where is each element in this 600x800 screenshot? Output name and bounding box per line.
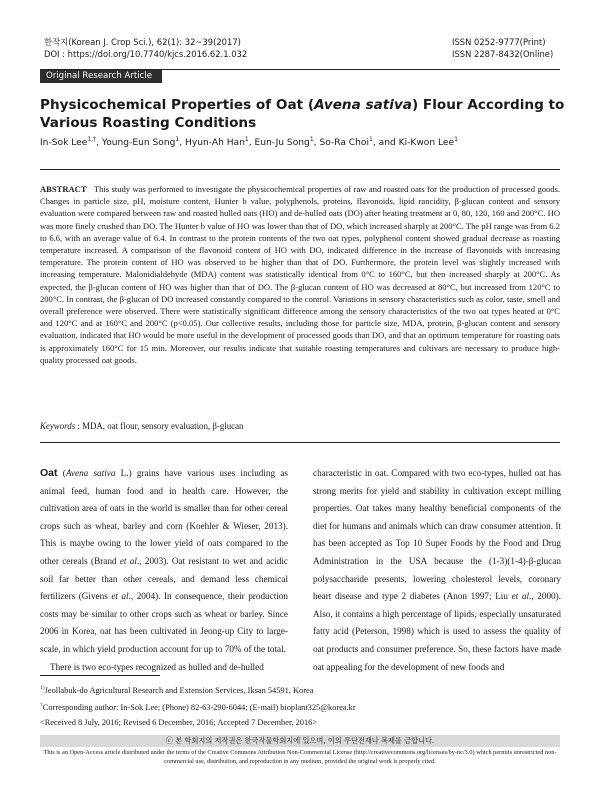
received-dates: <Received 8 July, 2016; Revised 6 December, 2016; Accepted 7 December, 2016> bbox=[40, 717, 318, 727]
et-al: et al bbox=[119, 555, 137, 566]
body-column-left bbox=[40, 465, 288, 676]
paragraph-text: ., 2004). In consequence, their production costs may be similar to other crops such as wheat or barley. Since 2006 in Korea, oat has been cultivated in Jeong-up City to large-scale, in which yield production account for up to 70% of the total. bbox=[40, 591, 288, 654]
author-separator: , bbox=[313, 138, 320, 149]
author-list bbox=[40, 136, 458, 148]
paragraph-text: ( bbox=[57, 468, 66, 478]
abstract-bottom-rule bbox=[40, 442, 560, 443]
issn-print: ISSN 0252-9777(Print) bbox=[452, 37, 546, 47]
author-affil-mark: 1 bbox=[175, 136, 180, 143]
affiliation-text: Jeollabuk-do Agricultural Research and Extension Services, Iksan 54591, Korea bbox=[44, 685, 314, 695]
paragraph-text: ., 2003). Oat resistant to wet and acidic soil far better than other cereals, and demand less chemical fertilizers (Givens bbox=[40, 555, 288, 602]
body-paragraph bbox=[40, 465, 288, 659]
title-part-2: ) Flour According to Various Roasting Conditions bbox=[40, 97, 565, 131]
affiliation-note bbox=[40, 681, 560, 698]
title-part-1: Physicochemical Properties of Oat ( bbox=[40, 97, 315, 113]
abstract bbox=[40, 183, 560, 366]
species-name: Avena sativa bbox=[65, 468, 116, 478]
author-affil-mark: 1,† bbox=[87, 136, 97, 143]
journal-header bbox=[44, 36, 247, 60]
et-al: et al bbox=[511, 591, 530, 602]
article-title bbox=[40, 96, 565, 132]
author-name: Young-Eun Song bbox=[101, 138, 176, 149]
footnotes bbox=[40, 681, 560, 730]
license-notice: This is an Open-Access article distributed under the terms of the Creative Commons Attribution Non-Commercial License (http://creativecommons.org/licenses/by-nc/3.0) which permits unrestricted non-commercial use, distribution, and reproduction in any medium, provided the original work is properly cited. bbox=[43, 749, 557, 765]
lead-word: Oat bbox=[40, 467, 58, 479]
journal-citation: 한작지(Korean J. Crop Sci.), 62(1): 32~39(2017) bbox=[44, 37, 241, 47]
body-column-right bbox=[313, 465, 561, 676]
footnote-mark: † bbox=[40, 701, 43, 708]
paragraph-text: L.) grains have various uses including as animal feed, human food and in health care. However, the cultivation area of oats in the world is smaller than for other cereal crops such as wheat, barley and corn (Koehler & Wieser, 2013). This is maybe owing to the lower yield of oats compared to the other cereals (Brand bbox=[40, 468, 288, 566]
copyright-bar: ⓒ 본 학회지의 저작권은 한국작물학회지에 있으며, 이의 무단전재나 복제를 금합니다. bbox=[40, 735, 560, 747]
footnote-rule bbox=[40, 675, 160, 676]
body-paragraph: There is two eco-types recognized as hulled and de-hulled bbox=[50, 661, 264, 672]
author-affil-mark: 1 bbox=[369, 136, 373, 143]
author-affil-mark: 1 bbox=[454, 136, 458, 143]
author-name: So-Ra Choi bbox=[319, 138, 370, 149]
author-affil-mark: 1 bbox=[309, 136, 314, 143]
issn-block bbox=[452, 36, 553, 60]
author-affil-mark: 1 bbox=[244, 136, 249, 143]
body-paragraph bbox=[313, 465, 561, 676]
author-separator: , bbox=[248, 138, 255, 149]
doi-link[interactable]: DOI : https://doi.org/10.7740/kjcs.2016.62.1.032 bbox=[44, 49, 248, 59]
keywords bbox=[40, 421, 243, 431]
title-species: Avena sativa bbox=[314, 97, 412, 113]
author-name: Hyun-Ah Han bbox=[185, 138, 245, 149]
author-separator: , and bbox=[372, 138, 399, 149]
abstract-text: This study was performed to investigate the physicochemical properties of raw and roasted oats for the production of processed goods. Changes in particle size, pH, moisture content, Hunter b value, polyphenols, proteins, flavonoids, lipid rancidity, β-glucan content and sensory evaluation were compared between raw and roasted hulled oats (HO) and de-hulled oats (DO) after heating treatment at 0, 80, 120, 160 and 200°C. HO was more finely crushed than DO. The Hunter b value of HO was lower than that of DO, which increased sharply at 200°C. The pH range was from 6.2 to 6.6, with an average value of 6.4. In contrast to the protein contents of the two oat types, polyphenol content showed gradual decrease as roasting temperature increased. A comparison of the flavonoid content of HO with DO, indicated difference in the increase of flavonoids with increasing temperature. The protein content of HO was observed to be higher than that of DO. Furthermore, the protein level was slightly increased with increasing temperature. Malonidialdehyde (MDA) content was statistically identical from 0°C to 160°C, but then increased sharply at 200°C. As expected, the β-glucan content of HO was higher than that of DO. The β-glucan content of HO was decreased at 80°C, but increased from 120°C to 200°C. In contrast, the β-glucan of DO increased constantly compared to the control. Variations in sensory characteristics such as color, taste, smell and overall preference were observed. There were statistically significant difference among the sensory characteristics of the two oat types heated at 0°C and 120°C and at 160°C and 200°C (p<0.05). Our collective results, including those for particle size, MDA, protein, β-glucan content and sensory evaluation, indicated that HO would be more useful in the development of processed goods than DO, and that an optimum temperature for roasting oats is approximately 160°C for 15 min. Moreover, our results indicate that suitable roasting temperatures and cultivars are necessary to produce high-quality processed oat goods. bbox=[40, 184, 560, 365]
abstract-label: ABSTRACT bbox=[40, 184, 87, 194]
issn-online: ISSN 2287-8432(Online) bbox=[452, 49, 554, 59]
author-separator: , bbox=[179, 138, 186, 149]
abstract-top-rule bbox=[40, 169, 560, 170]
et-al: et al bbox=[111, 591, 129, 602]
article-type-badge: Original Research Article bbox=[40, 70, 162, 83]
keywords-label: Keywords bbox=[40, 421, 76, 431]
corresponding-author-note bbox=[40, 698, 560, 715]
footnote-mark: 1) bbox=[40, 685, 45, 691]
author-separator: , bbox=[96, 138, 102, 149]
author-name: Ki-Kwon Lee bbox=[398, 138, 455, 149]
keywords-text: : MDA, oat flour, sensory evaluation, β-glucan bbox=[75, 421, 244, 431]
paragraph-text: characteristic in oat. Compared with two eco-types, hulled oat has strong merits for yield and stability in cultivation except milling properties. Oat takes many healthy beneficial components of the diet for humans and animals which can draw consumer attention. It has been accepted as Top 10 Super Foods by the Food and Drug Administration in the USA because the (1-3)(1-4)-β-glucan polysaccharide presents, lowering cholesterol levels, coronary heart disease and type 2 diabetes (Anon 1997; Liu bbox=[313, 468, 561, 602]
paragraph-text: ., 2000). Also, it contains a high percentage of lipids, especially unsaturated fatty acid (Peterson, 1998) which is used to assess the quality of oat products and consumer preference. So, these factors have made oat appealing for the development of new foods and bbox=[313, 591, 561, 672]
author-name: Eun-Ju Song bbox=[254, 138, 310, 149]
author-name: In-Sok Lee bbox=[40, 138, 88, 149]
corresponding-author-text: Corresponding author: In-Sok Lee; (Phone) 82-63-290-6044; (E-mail) bioplant325@korea.kr bbox=[42, 702, 356, 712]
